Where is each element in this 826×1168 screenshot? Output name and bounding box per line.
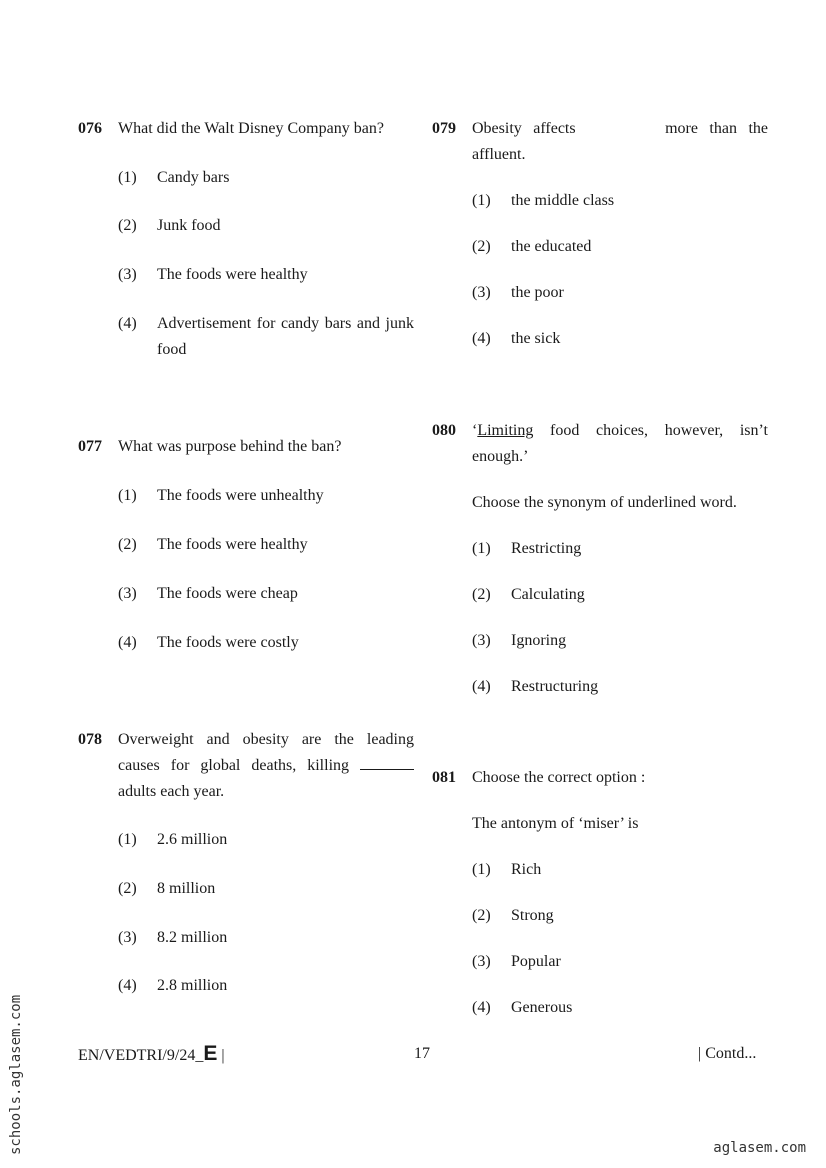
question-number: 076 [78,120,102,137]
footer-paper-code: EN/VEDTRI/9/24_E | [78,1042,225,1065]
option: (1) Restricting [472,540,582,557]
option: (3) Ignoring [472,632,567,649]
option: (3) 8.2 million [118,929,228,946]
option: (4) 2.8 million [118,977,228,994]
option: (2) The foods were healthy [118,536,308,553]
option: (3) the poor [472,284,564,301]
option: (1) 2.6 million [118,831,228,848]
question-076 [78,116,414,358]
question-079 [432,116,768,347]
option: (2) the educated [472,238,592,255]
answer-blank [360,755,414,770]
question-text: Overweight and obesity are the leading causes for global deaths, killing adults each year. [118,731,414,800]
option: (3) The foods were healthy [118,266,308,283]
question-number: 080 [432,422,456,439]
option: (4) the sick [472,330,561,347]
question-number: 081 [432,769,456,786]
question-number: 077 [78,438,102,455]
question-text: Choose the correct option : [472,769,646,786]
question-080 [432,418,768,695]
option: (1) The foods were unhealthy [118,487,324,504]
option: (4) Generous [472,999,573,1016]
question-text: What was purpose behind the ban? [118,438,342,455]
underlined-word: Limiting [477,422,534,439]
option: (2) Calculating [472,586,585,603]
question-081 [432,765,768,1016]
question-text: What did the Walt Disney Company ban? [118,120,384,137]
side-watermark: schools.aglasem.com [8,994,24,1155]
option: (4) The foods were costly [118,634,299,651]
option: (1) Rich [472,861,542,878]
question-number: 079 [432,120,456,137]
option: (4) Restructuring [472,678,599,695]
question-077 [78,434,414,651]
option: (2) Strong [472,907,554,924]
question-number: 078 [78,731,102,748]
question-text: ‘Limiting food choices, however, isn’t enough.’ [472,422,768,465]
option: (2) Junk food [118,217,221,234]
set-letter: E [203,1042,218,1065]
question-instruction: The antonym of ‘miser’ is [472,815,639,832]
option: (2) 8 million [118,880,216,897]
question-078 [78,727,414,994]
page-number: 17 [414,1045,430,1062]
option: (3) Popular [472,953,561,970]
question-instruction: Choose the synonym of underlined word. [472,494,737,511]
option: (4) Advertisement for candy bars and junk food [118,315,414,358]
bottom-watermark: aglasem.com [713,1140,806,1156]
option: (1) Candy bars [118,169,230,186]
option: (1) the middle class [472,192,615,209]
option: (3) The foods were cheap [118,585,298,602]
question-text: Obesity affects more than the affluent. [472,120,768,163]
footer-contd: | Contd... [698,1045,757,1062]
